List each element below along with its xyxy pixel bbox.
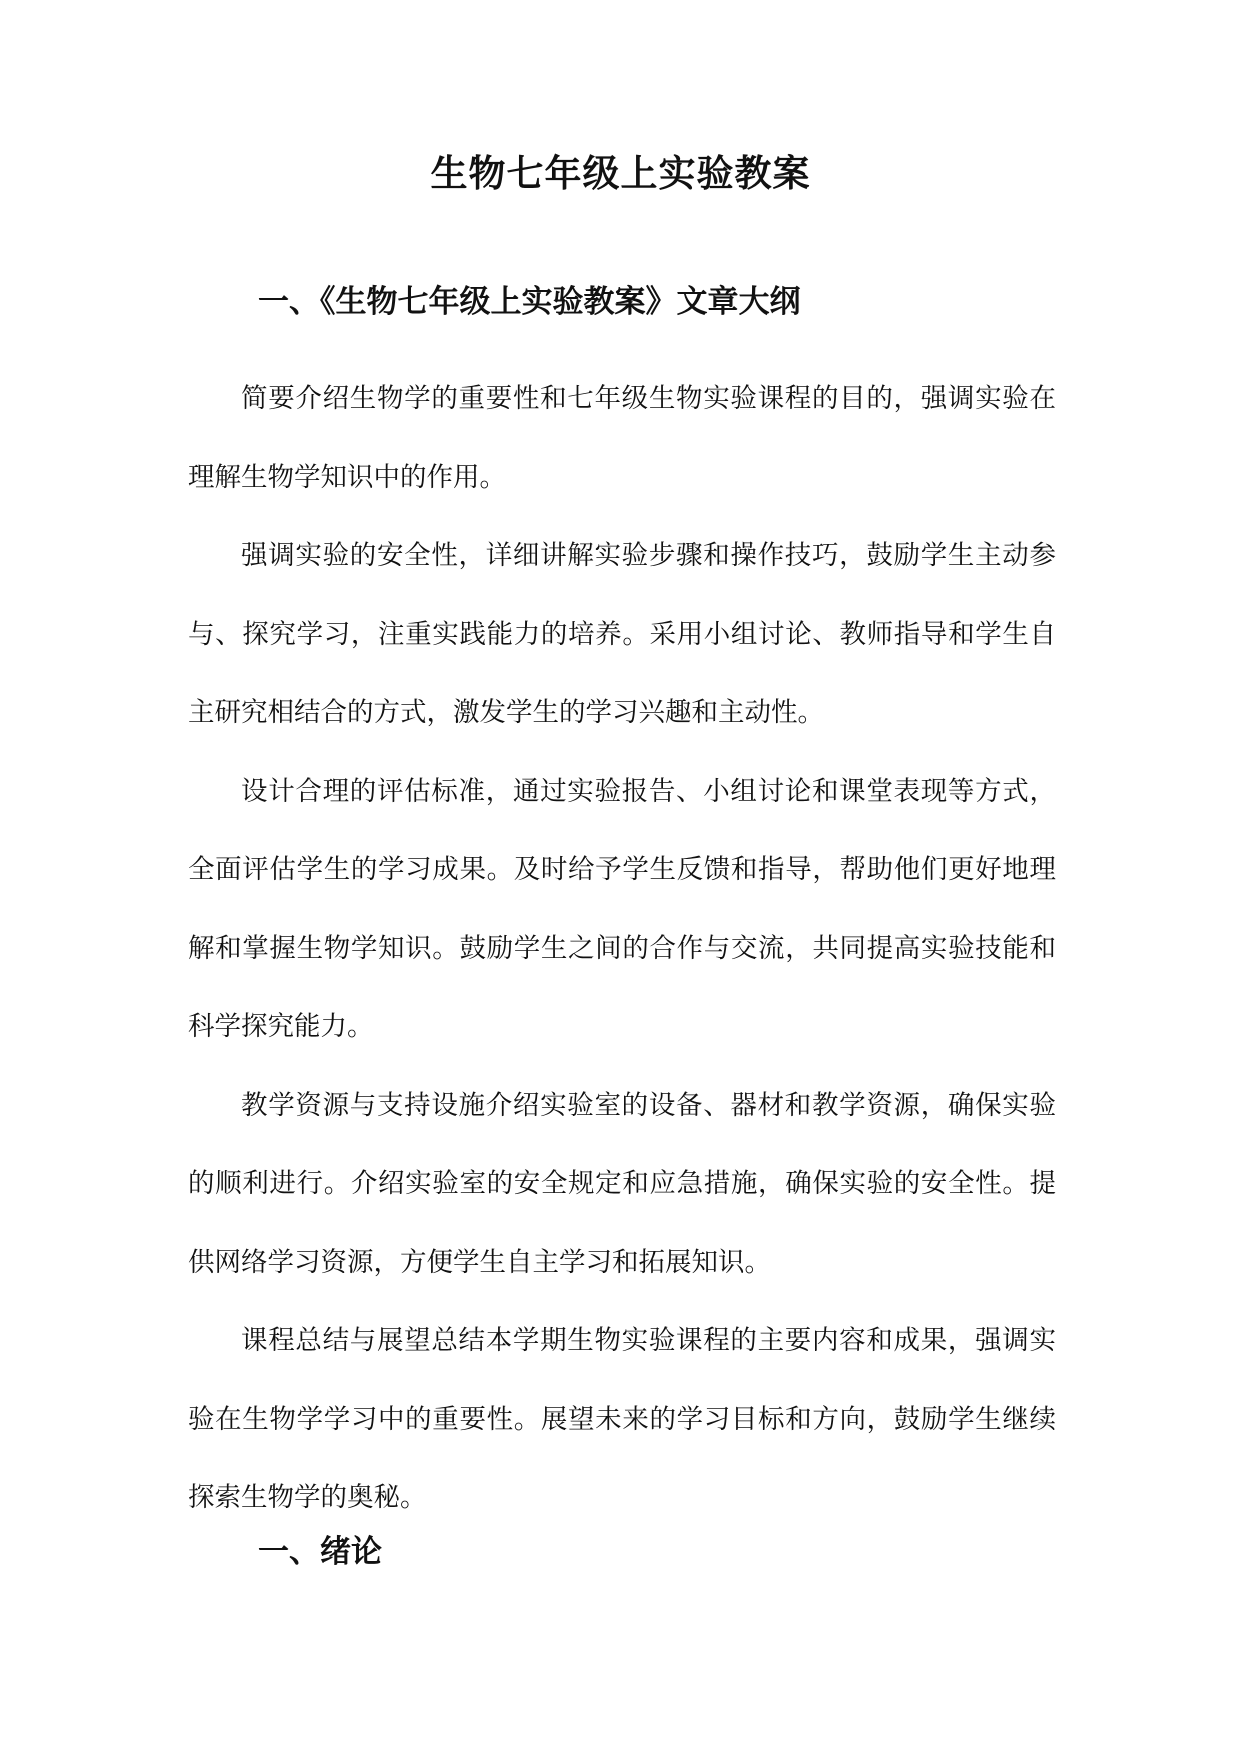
paragraph-1: 简要介绍生物学的重要性和七年级生物实验课程的目的，强调实验在理解生物学知识中的作用。 — [188, 383, 1056, 493]
outline-heading: 一、《生物七年级上实验教案》文章大纲 — [258, 284, 801, 320]
document-title: 生物七年级上实验教案 — [430, 151, 811, 195]
paragraph-3: 设计合理的评估标准，通过实验报告、小组讨论和课堂表现等方式，全面评估学生的学习成果。及时给予学生反馈和指导，帮助他们更好地理解和掌握生物学知识。鼓励学生之间的合作与交流，共同提高实验技能和科学探究能力。 — [188, 775, 1056, 1042]
outline-body — [188, 360, 1056, 1538]
intro-heading: 一、绪论 — [258, 1534, 382, 1570]
paragraph-5: 课程总结与展望总结本学期生物实验课程的主要内容和成果，强调实验在生物学学习中的重要性。展望未来的学习目标和方向，鼓励学生继续探索生物学的奥秘。 — [188, 1325, 1056, 1513]
paragraph-2: 强调实验的安全性，详细讲解实验步骤和操作技巧，鼓励学生主动参与、探究学习，注重实践能力的培养。采用小组讨论、教师指导和学生自主研究相结合的方式，激发学生的学习兴趣和主动性。 — [188, 540, 1056, 728]
paragraph-4: 教学资源与支持设施介绍实验室的设备、器材和教学资源，确保实验的顺利进行。介绍实验室的安全规定和应急措施，确保实验的安全性。提供网络学习资源，方便学生自主学习和拓展知识。 — [188, 1089, 1056, 1278]
